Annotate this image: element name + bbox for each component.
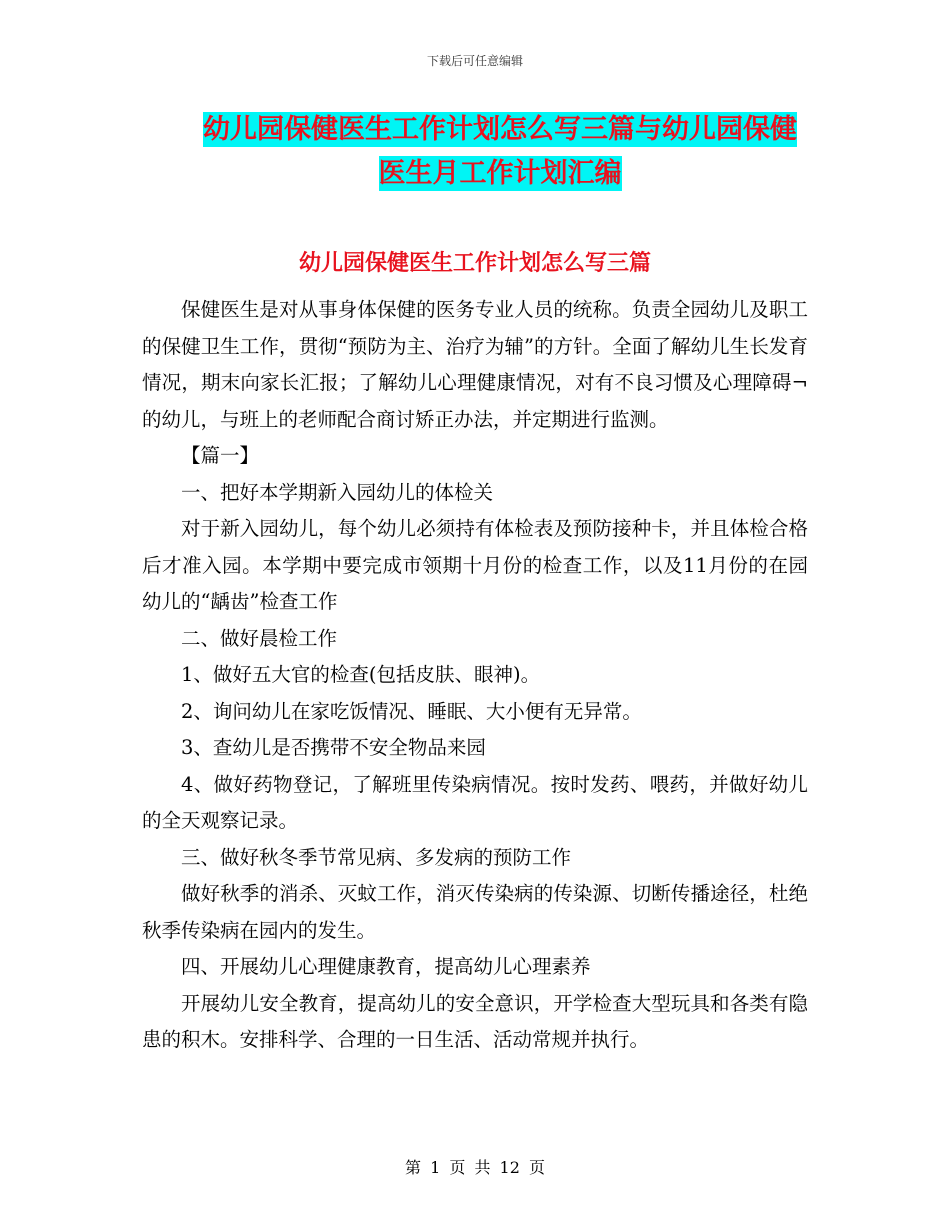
list-item: 2、询问幼儿在家吃饭情况、睡眠、大小便有无异常。 (181, 699, 642, 723)
section-heading: 三、做好秋冬季节常见病、多发病的预防工作 (181, 845, 572, 869)
section-heading: 四、开展幼儿心理健康教育，提高幼儿心理素养 (181, 955, 591, 978)
section-heading: 一、把好本学期新入园幼儿的体检关 (181, 480, 494, 504)
body-paragraph: 对于新入园幼儿，每个幼儿必须持有体检表及预防接种卡，并且体检合格后才准入园。本学期中要完成市领期十月份的检查工作，以及11月份的在园幼儿的“龋齿”检查工作 (142, 517, 808, 613)
document-title (190, 108, 810, 196)
section-heading: 二、做好晨检工作 (181, 626, 338, 650)
intro-paragraph: 保健医生是对从事身体保健的医务专业人员的统称。负责全园幼儿及职工的保健卫生工作，贯彻“预防为主、治疗为辅”的方针。全面了解幼儿生长发育情况，期末向家长汇报；了解幼儿心理健康情况，对有不良习惯及心理障碍¬的幼儿，与班上的老师配合商讨矫正办法，并定期进行监测。 (142, 298, 808, 431)
section-title: 幼儿园保健医生工作计划怎么写三篇 (298, 251, 651, 276)
body-paragraph: 开展幼儿安全教育，提高幼儿的安全意识，开学检查大型玩具和各类有隐患的积木。安排科学、合理的一日生活、活动常规并执行。 (142, 991, 808, 1051)
body-paragraph: 做好秋季的消杀、灭蚊工作，消灭传染病的传染源、切断传播途径，杜绝秋季传染病在园内的发生。 (142, 882, 808, 942)
list-item: 4、做好药物登记，了解班里传染病情况。按时发药、喂药，并做好幼儿的全天观察记录。 (142, 772, 808, 832)
page-number-footer: 第 1 页 共 12 页 (405, 1158, 545, 1177)
document-body (142, 292, 808, 1059)
list-item: 1、做好五大官的检查(包括皮肤、眼神)。 (181, 663, 541, 686)
part-heading: 【篇一】 (181, 444, 260, 467)
header-note: 下载后可任意编辑 (426, 54, 523, 68)
document-title-text: 幼儿园保健医生工作计划怎么写三篇与幼儿园保健医生月工作计划汇编 (203, 114, 797, 189)
list-item: 3、查幼儿是否携带不安全物品来园 (181, 736, 486, 759)
